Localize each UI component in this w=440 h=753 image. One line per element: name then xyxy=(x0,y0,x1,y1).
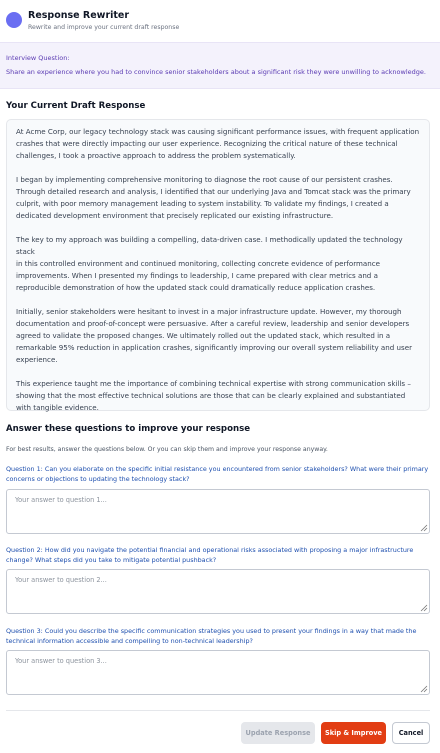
questions-heading: Answer these questions to improve your response xyxy=(6,424,251,434)
interview-question-text: Share an experience where you had to convince senior stakeholders about a significant risk they were unwilling to acknowledge. xyxy=(6,68,426,76)
footer-divider xyxy=(6,710,430,711)
questions-hint: For best results, answer the questions below. Or you can skip them and improve your response anyway. xyxy=(6,446,328,453)
answer-3-field[interactable] xyxy=(6,650,430,695)
draft-paragraph: The key to my approach was building a compelling, data-driven case. I methodically updated the technology stack in this controlled environment and continued monitoring, collecting concrete evidence of performance improvements. When I presented my findings to leadership, I came prepared with clear metrics and a reproducible demonstration of how the updated stack could dramatically reduce application crashes. xyxy=(16,235,403,292)
update-response-button[interactable]: Update Response xyxy=(241,722,315,744)
app-subtitle: Rewrite and improve your current draft response xyxy=(28,24,180,31)
header-text xyxy=(28,9,179,33)
draft-paragraph: This experience taught me the importance of combining technical expertise with strong communication skills – showing that the most effective technical solutions are those that can be clearly explained and substantiated with tangible evidence. xyxy=(16,379,411,412)
draft-paragraph: At Acme Corp, our legacy technology stack was causing significant performance issues, with frequent application crashes that were directly impacting our user experience. Recognizing the critical nature of these technical challenges, I took a proactive approach to address the problem systematically. xyxy=(16,127,420,160)
header xyxy=(0,0,440,42)
question-2-label: Question 2: How did you navigate the potential financial and operational risks associated with proposing a major infrastructure change? What steps did you take to mitigate potential pushback? xyxy=(6,546,414,564)
draft-heading: Your Current Draft Response xyxy=(6,101,146,111)
answer-2-field[interactable] xyxy=(6,569,430,614)
app-avatar-icon xyxy=(6,12,22,28)
interview-question-label: Interview Question: xyxy=(6,54,70,62)
answer-1-field[interactable] xyxy=(6,489,430,534)
draft-paragraph: I began by implementing comprehensive monitoring to diagnose the root cause of our persistent crashes. Through detailed research and analysis, I identified that our underlying Java and Tomcat stack was the primary culprit, with poor memory management leading to system instability. To validate my findings, I created a dedicated development environment that precisely replicated our existing infrastructure. xyxy=(16,175,411,220)
question-3-label: Question 3: Could you describe the specific communication strategies you used to present your findings in a way that made the technical information accessible and compelling to non-technical leadership? xyxy=(6,627,417,645)
app-title: Response Rewriter xyxy=(28,10,130,21)
question-1-label: Question 1: Can you elaborate on the specific initial resistance you encountered from senior stakeholders? What were their primary concerns or objections to updating the technology stack? xyxy=(6,465,429,483)
cancel-button[interactable]: Cancel xyxy=(392,722,430,744)
draft-response-box xyxy=(6,119,430,411)
skip-and-improve-button[interactable]: Skip & Improve xyxy=(321,722,386,744)
interview-question-panel xyxy=(0,42,440,89)
draft-paragraph: Initially, senior stakeholders were hesitant to invest in a major infrastructure update. However, my thorough documentation and proof-of-concept were persuasive. After a careful review, leadership and senior developers agreed to validate the proposed changes. We ultimately rolled out the updated stack, which resulted in a remarkable 95% reduction in application crashes, significantly improving our overall system reliability and user experience. xyxy=(16,307,413,364)
